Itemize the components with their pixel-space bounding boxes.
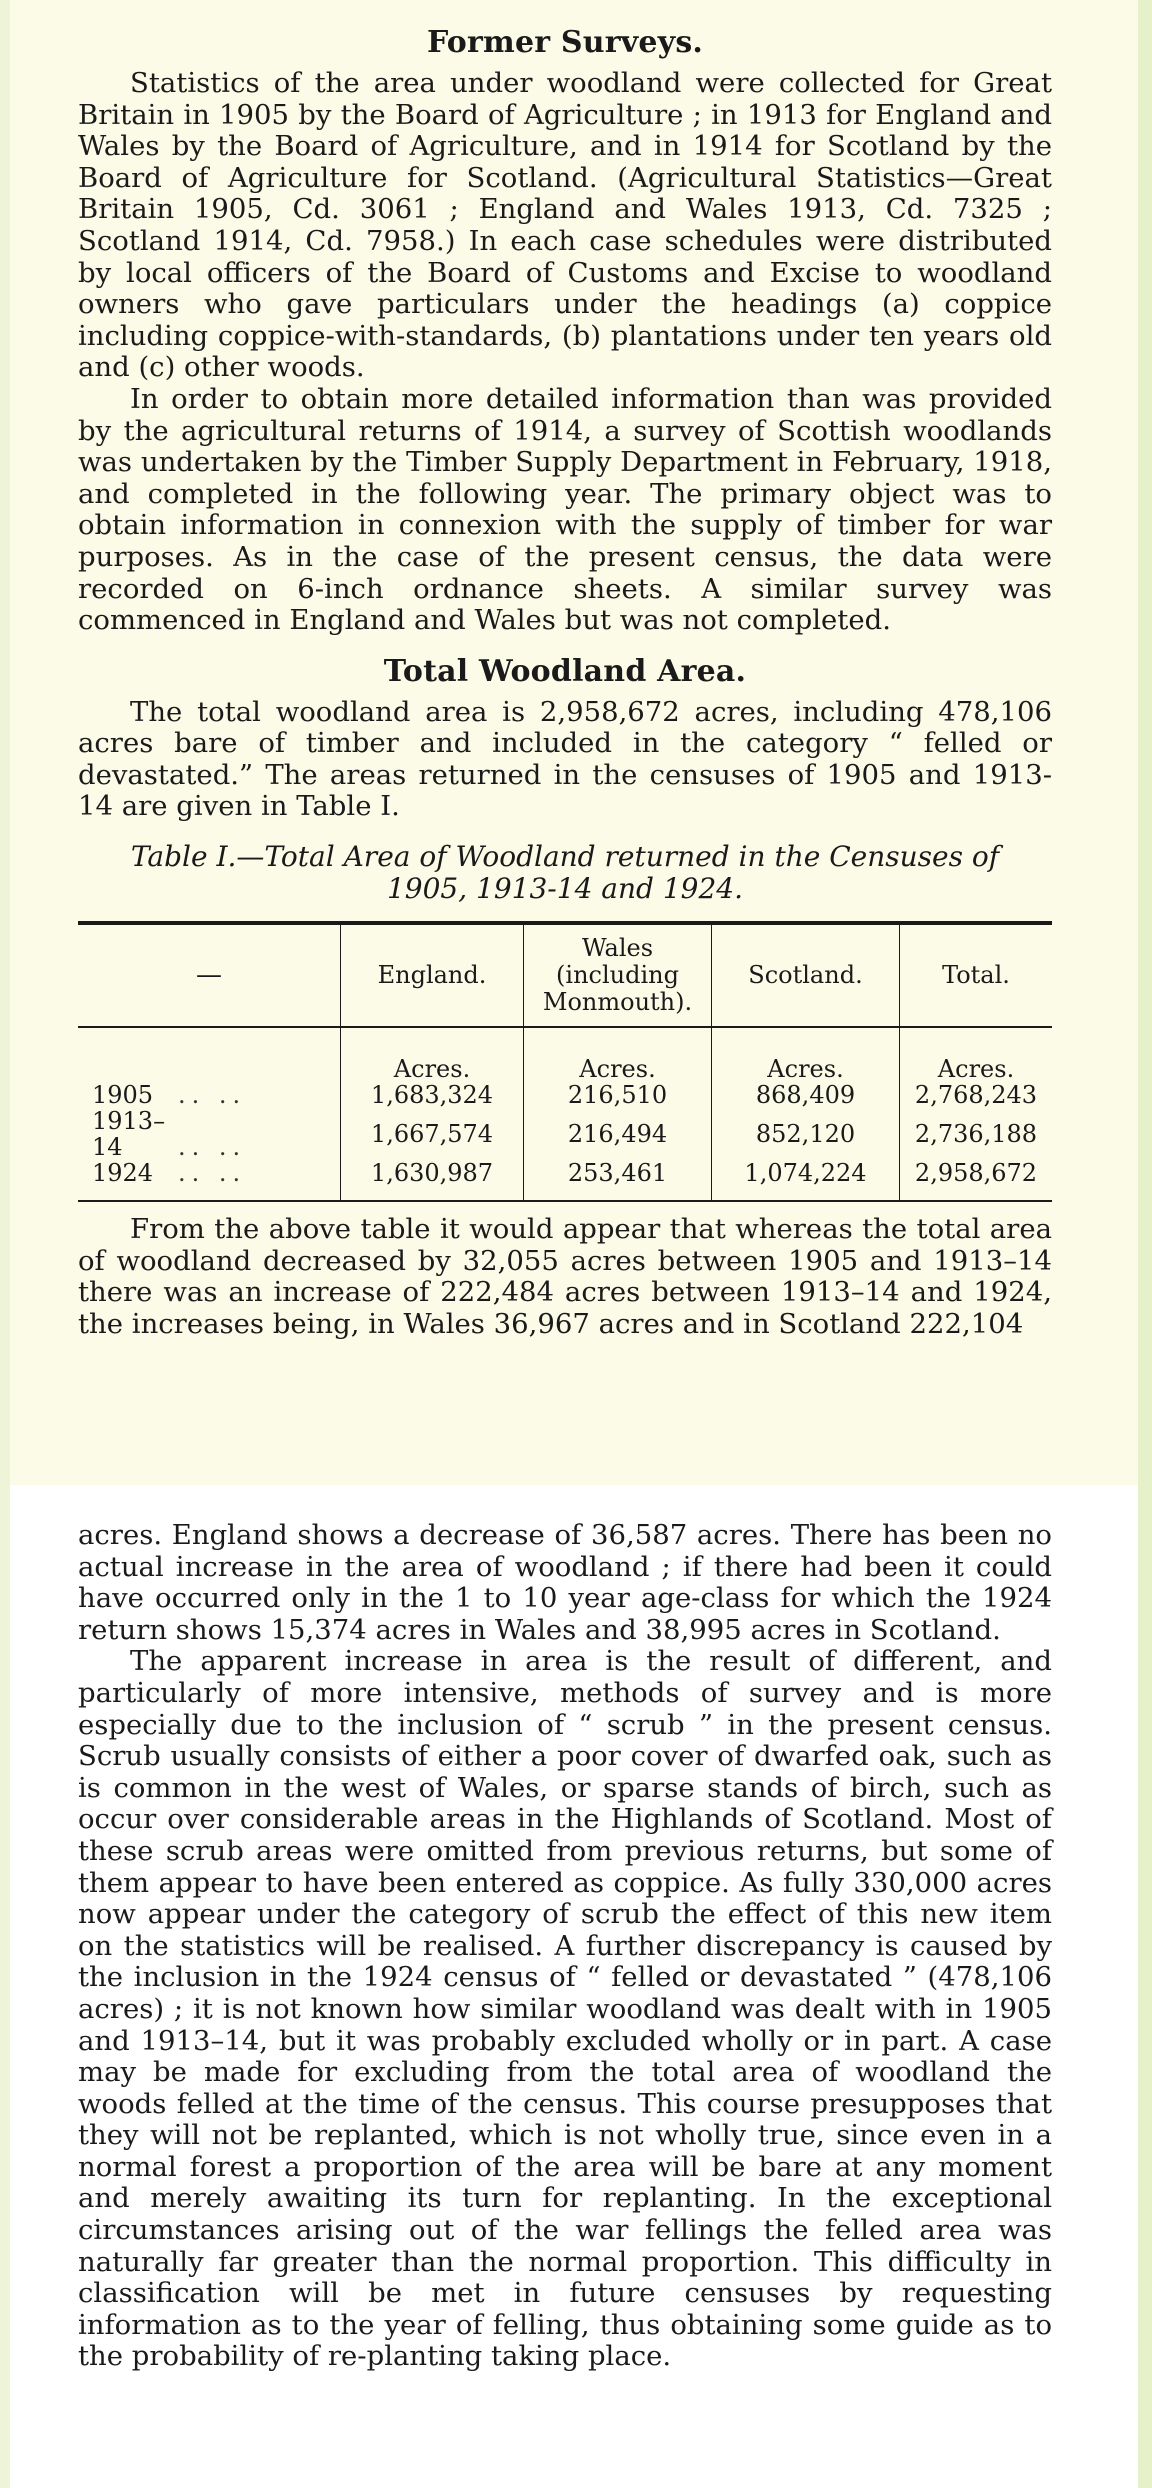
woodland-census-table	[78, 921, 1052, 1202]
paragraph-scrub-discussion: The apparent increase in area is the result of different, and particularly of more intensive, methods of survey and is more especially due to the inclusion of “ scrub ” in the present census. Scrub usually consists of either a poor cover of dwarfed oak, such as is common in the west of Wales, or sparse stands of birch, such as occur over considerable areas in the Highlands of Scotland. Most of these scrub areas were omitted from previous returns, but some of them appear to have been entered as coppice. As fully 330,000 acres now appear under the category of scrub the effect of this new item on the statistics will be realised. A further discrepancy is caused by the inclusion in the 1924 census of “ felled or devastated ” (478,106 acres) ; it is not known how similar woodland was dealt with in 1905 and 1913–14, but it was probably excluded wholly or in part. A case may be made for excluding from the total area of woodland the woods felled at the time of the census. This course presupposes that they will not be replanted, which is not wholly true, since even in a normal forest a proportion of the area will be bare at any moment and merely awaiting its turn for replanting. In the exceptional circumstances arising out of the war fellings the felled area was naturally far greater than the normal proportion. This difficulty in classification will be met in future censuses by requesting information as to the year of felling, thus obtaining some guide as to the probability of re-planting taking place.	[78, 1645, 1052, 2373]
paragraph-total-woodland-area: The total woodland area is 2,958,672 acres, including 478,106 acres bare of timber and included in the category “ felled or devastated.” The areas returned in the censuses of 1905 and 1913-14 are given in Table I.	[78, 695, 1052, 823]
header-england: England.	[341, 923, 524, 1027]
row-england: 1,630,987	[341, 1160, 524, 1201]
leader-dots: .. ..	[178, 1081, 247, 1110]
header-total: Total.	[900, 923, 1053, 1027]
row-total: 2,768,243	[900, 1082, 1053, 1108]
header-year-placeholder: —	[78, 923, 341, 1027]
lower-text-column	[78, 1520, 1052, 2373]
heading-former-surveys: Former Surveys.	[426, 25, 704, 60]
table-caption-line-1: Table I.—Total Area of Woodland returned in the Censuses of	[130, 840, 1000, 874]
row-year-cell	[78, 1160, 341, 1201]
row-wales: 216,510	[524, 1082, 712, 1108]
row-scotland: 852,120	[712, 1108, 900, 1160]
table-caption	[78, 841, 1052, 905]
paragraph-former-surveys-2: In order to obtain more detailed information than was provided by the agricultural returns of 1914, a survey of Scottish woodlands was undertaken by the Timber Supply Department in February, 1918, and completed in the following year. The primary object was to obtain information in connexion with the supply of timber for war purposes. As in the case of the present census, the data were recorded on 6-inch ordnance sheets. A similar survey was commenced in England and Wales but was not completed.	[78, 382, 1052, 637]
units-cell-blank	[78, 1027, 341, 1082]
paragraph-table-commentary-lower: acres. England shows a decrease of 36,587 acres. There has been no actual increase in the area of woodland ; if there had been it could have occurred only in the 1 to 10 year age-class for which the 1924 return shows 15,374 acres in Wales and 38,995 acres in Scotland.	[78, 1519, 1052, 1646]
row-england: 1,683,324	[341, 1082, 524, 1108]
right-page-edge	[1138, 0, 1152, 2488]
row-wales: 216,494	[524, 1108, 712, 1160]
table-row	[78, 1160, 1052, 1201]
row-scotland: 1,074,224	[712, 1160, 900, 1201]
row-wales: 253,461	[524, 1160, 712, 1201]
table-header-row	[78, 923, 1052, 1027]
units-total: Acres.	[900, 1027, 1053, 1082]
units-scotland: Acres.	[712, 1027, 900, 1082]
row-total: 2,958,672	[900, 1160, 1053, 1201]
row-year: 1913–14	[92, 1107, 166, 1162]
row-total: 2,736,188	[900, 1108, 1053, 1160]
row-england: 1,667,574	[341, 1108, 524, 1160]
table-caption-line-2: 1905, 1913-14 and 1924.	[386, 872, 743, 906]
header-scotland: Scotland.	[712, 923, 900, 1027]
row-year: 1924	[92, 1159, 154, 1188]
units-england: Acres.	[341, 1027, 524, 1082]
row-year-cell	[78, 1108, 341, 1160]
table-units-row	[78, 1027, 1052, 1082]
header-wales: Wales (including Monmouth).	[524, 923, 712, 1027]
row-year: 1905	[92, 1081, 154, 1110]
heading-total-woodland-area: Total Woodland Area.	[383, 653, 747, 689]
leader-dots: .. ..	[178, 1133, 247, 1162]
upper-text-column	[78, 26, 1052, 1340]
row-scotland: 868,409	[712, 1082, 900, 1108]
table-row	[78, 1082, 1052, 1108]
units-wales: Acres.	[524, 1027, 712, 1082]
leader-dots: .. ..	[178, 1159, 247, 1188]
paragraph-former-surveys-1: Statistics of the area under woodland were collected for Great Britain in 1905 by the Board of Agriculture ; in 1913 for England and Wales by the Board of Agriculture, and in 1914 for Scotland by the Board of Agriculture for Scotland. (Agricultural Statistics—Great Britain 1905, Cd. 3061 ; England and Wales 1913, Cd. 7325 ; Scotland 1914, Cd. 7958.) In each case schedules were distributed by local officers of the Board of Customs and Excise to woodland owners who gave particulars under the headings (a) coppice including coppice-with-standards, (b) plantations under ten years old and (c) other woods.	[78, 67, 1052, 384]
paragraph-table-commentary-upper: From the above table it would appear that whereas the total area of woodland decreased by 32,055 acres between 1905 and 1913–14 there was an increase of 222,484 acres between 1913–14 and 1924, the increases being, in Wales 36,967 acres and in Scotland 222,104	[78, 1213, 1052, 1340]
table-row	[78, 1108, 1052, 1160]
row-year-cell	[78, 1082, 341, 1108]
left-page-edge	[0, 0, 10, 2488]
